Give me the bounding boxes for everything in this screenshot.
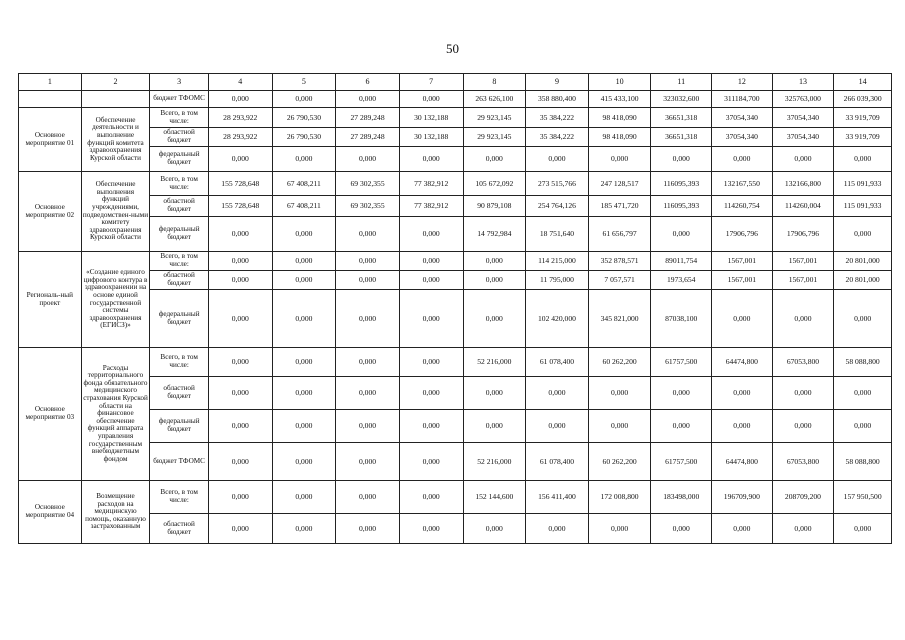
page-number: 50	[446, 41, 459, 56]
value-cell: 61757,500	[651, 443, 712, 481]
value-cell: 89011,754	[651, 252, 712, 271]
value-cell: 0,000	[526, 147, 589, 172]
budget-type-cell: Всего, в том числе:	[150, 252, 209, 271]
value-cell: 323032,600	[651, 91, 712, 108]
value-cell: 0,000	[336, 348, 400, 377]
value-cell: 358 880,400	[526, 91, 589, 108]
value-cell: 156 411,400	[526, 481, 589, 514]
value-cell: 67053,800	[772, 443, 834, 481]
value-cell: 61 078,400	[526, 348, 589, 377]
value-cell: 0,000	[651, 217, 712, 252]
event-name-cell	[19, 91, 82, 108]
value-cell: 0,000	[399, 91, 463, 108]
value-cell: 1567,001	[772, 271, 834, 290]
value-cell: 7 057,571	[588, 271, 651, 290]
value-cell: 33 919,709	[834, 128, 892, 147]
value-cell: 0,000	[651, 410, 712, 443]
budget-type-cell: федеральный бюджет	[150, 147, 209, 172]
value-cell: 0,000	[336, 290, 400, 348]
value-cell: 114260,754	[712, 196, 773, 217]
value-cell: 0,000	[208, 443, 272, 481]
value-cell: 11 795,000	[526, 271, 589, 290]
event-title-cell: Расходы территориального фонда обязательного медицинского страхования Курской области на финансовое обеспечение функций аппарата управления государственным внебюджетным фондом	[81, 348, 150, 481]
value-cell: 67 408,211	[272, 172, 336, 196]
value-cell: 0,000	[834, 147, 892, 172]
value-cell: 14 792,984	[463, 217, 526, 252]
value-cell: 1973,654	[651, 271, 712, 290]
value-cell: 352 878,571	[588, 252, 651, 271]
column-header: 1	[19, 74, 82, 91]
value-cell: 0,000	[463, 514, 526, 544]
column-header: 11	[651, 74, 712, 91]
value-cell: 64474,800	[712, 348, 773, 377]
value-cell: 0,000	[772, 290, 834, 348]
value-cell: 52 216,000	[463, 443, 526, 481]
value-cell: 0,000	[336, 514, 400, 544]
table-row	[19, 196, 892, 217]
value-cell: 0,000	[651, 377, 712, 410]
value-cell: 152 144,600	[463, 481, 526, 514]
value-cell: 0,000	[834, 514, 892, 544]
value-cell: 64474,800	[712, 443, 773, 481]
event-name-cell: Основное мероприятие 01	[19, 108, 82, 172]
value-cell: 0,000	[834, 217, 892, 252]
value-cell: 325763,000	[772, 91, 834, 108]
value-cell: 17906,796	[712, 217, 773, 252]
column-header: 2	[81, 74, 150, 91]
column-header: 3	[150, 74, 209, 91]
column-header: 5	[272, 74, 336, 91]
table-row	[19, 514, 892, 544]
value-cell: 1567,001	[712, 271, 773, 290]
value-cell: 37054,340	[712, 128, 773, 147]
value-cell: 58 088,800	[834, 443, 892, 481]
value-cell: 0,000	[712, 410, 773, 443]
column-header: 9	[526, 74, 589, 91]
value-cell: 77 382,912	[399, 172, 463, 196]
table-row	[19, 91, 892, 108]
value-cell: 0,000	[336, 252, 400, 271]
value-cell: 0,000	[208, 217, 272, 252]
value-cell: 0,000	[399, 443, 463, 481]
value-cell: 61 656,797	[588, 217, 651, 252]
value-cell: 0,000	[834, 377, 892, 410]
value-cell: 0,000	[272, 481, 336, 514]
value-cell: 0,000	[399, 290, 463, 348]
value-cell: 0,000	[272, 217, 336, 252]
table-row	[19, 481, 892, 514]
value-cell: 0,000	[272, 377, 336, 410]
table-row	[19, 217, 892, 252]
value-cell: 415 433,100	[588, 91, 651, 108]
value-cell: 0,000	[712, 514, 773, 544]
value-cell: 0,000	[651, 514, 712, 544]
value-cell: 98 418,090	[588, 128, 651, 147]
value-cell: 0,000	[588, 377, 651, 410]
budget-type-cell: федеральный бюджет	[150, 290, 209, 348]
column-header: 14	[834, 74, 892, 91]
value-cell: 0,000	[526, 377, 589, 410]
value-cell: 0,000	[834, 290, 892, 348]
value-cell: 0,000	[399, 271, 463, 290]
budget-table	[18, 73, 892, 544]
value-cell: 30 132,188	[399, 108, 463, 128]
budget-type-cell: федеральный бюджет	[150, 217, 209, 252]
value-cell: 35 384,222	[526, 128, 589, 147]
budget-type-cell: областной бюджет	[150, 128, 209, 147]
value-cell: 208709,200	[772, 481, 834, 514]
value-cell: 0,000	[588, 147, 651, 172]
column-header: 4	[208, 74, 272, 91]
event-title-cell: Возмещение расходов на медицинскую помощь, оказанную застрахованным	[81, 481, 150, 544]
value-cell: 0,000	[834, 410, 892, 443]
value-cell: 90 879,108	[463, 196, 526, 217]
value-cell: 0,000	[463, 410, 526, 443]
budget-type-cell: Всего, в том числе:	[150, 108, 209, 128]
value-cell: 116095,393	[651, 172, 712, 196]
value-cell: 0,000	[588, 514, 651, 544]
value-cell: 0,000	[208, 481, 272, 514]
value-cell: 0,000	[399, 514, 463, 544]
value-cell: 37054,340	[772, 128, 834, 147]
budget-type-cell: Всего, в том числе:	[150, 348, 209, 377]
value-cell: 52 216,000	[463, 348, 526, 377]
value-cell: 0,000	[463, 147, 526, 172]
table-row	[19, 252, 892, 271]
value-cell: 132167,550	[712, 172, 773, 196]
value-cell: 87038,100	[651, 290, 712, 348]
value-cell: 67053,800	[772, 348, 834, 377]
value-cell: 266 039,300	[834, 91, 892, 108]
event-title-cell: Обеспечение деятельности и выполнение функций комитета здравоохранения Курской области	[81, 108, 150, 172]
value-cell: 69 302,355	[336, 196, 400, 217]
value-cell: 0,000	[712, 290, 773, 348]
value-cell: 0,000	[772, 514, 834, 544]
value-cell: 1567,001	[712, 252, 773, 271]
value-cell: 37054,340	[712, 108, 773, 128]
budget-type-cell: Всего, в том числе:	[150, 172, 209, 196]
value-cell: 0,000	[208, 91, 272, 108]
table-row	[19, 147, 892, 172]
value-cell: 33 919,709	[834, 108, 892, 128]
event-name-cell: Основное мероприятие 02	[19, 172, 82, 252]
value-cell: 0,000	[588, 410, 651, 443]
value-cell: 0,000	[772, 147, 834, 172]
value-cell: 105 672,092	[463, 172, 526, 196]
value-cell: 172 008,800	[588, 481, 651, 514]
value-cell: 0,000	[399, 377, 463, 410]
value-cell: 0,000	[272, 410, 336, 443]
value-cell: 155 728,648	[208, 172, 272, 196]
value-cell: 0,000	[712, 377, 773, 410]
budget-type-cell: бюджет ТФОМС	[150, 91, 209, 108]
value-cell: 0,000	[208, 147, 272, 172]
value-cell: 0,000	[208, 348, 272, 377]
column-header: 8	[463, 74, 526, 91]
value-cell: 254 764,126	[526, 196, 589, 217]
table-row	[19, 128, 892, 147]
value-cell: 0,000	[272, 348, 336, 377]
value-cell: 263 626,100	[463, 91, 526, 108]
column-header: 6	[336, 74, 400, 91]
value-cell: 102 420,000	[526, 290, 589, 348]
value-cell: 17906,796	[772, 217, 834, 252]
budget-type-cell: областной бюджет	[150, 514, 209, 544]
value-cell: 116095,393	[651, 196, 712, 217]
value-cell: 58 088,800	[834, 348, 892, 377]
value-cell: 0,000	[336, 271, 400, 290]
value-cell: 0,000	[712, 147, 773, 172]
value-cell: 27 289,248	[336, 108, 400, 128]
table-row	[19, 172, 892, 196]
value-cell: 61 078,400	[526, 443, 589, 481]
value-cell: 20 801,000	[834, 271, 892, 290]
event-title-cell: Обеспечение выполнения функций учреждениями, подведомствен-ными комитету здравоохранения Курской области	[81, 172, 150, 252]
value-cell: 0,000	[399, 217, 463, 252]
value-cell: 0,000	[208, 514, 272, 544]
value-cell: 0,000	[272, 290, 336, 348]
value-cell: 0,000	[463, 252, 526, 271]
value-cell: 185 471,720	[588, 196, 651, 217]
value-cell: 0,000	[651, 147, 712, 172]
table-row	[19, 348, 892, 377]
value-cell: 0,000	[336, 91, 400, 108]
event-name-cell: Основное мероприятие 04	[19, 481, 82, 544]
value-cell: 98 418,090	[588, 108, 651, 128]
value-cell: 29 923,145	[463, 108, 526, 128]
table-row	[19, 377, 892, 410]
value-cell: 114 215,000	[526, 252, 589, 271]
value-cell: 0,000	[526, 514, 589, 544]
value-cell: 0,000	[463, 377, 526, 410]
value-cell: 0,000	[272, 91, 336, 108]
value-cell: 18 751,640	[526, 217, 589, 252]
value-cell: 183498,000	[651, 481, 712, 514]
value-cell: 0,000	[336, 377, 400, 410]
value-cell: 60 262,200	[588, 443, 651, 481]
column-header: 7	[399, 74, 463, 91]
value-cell: 26 790,530	[272, 108, 336, 128]
value-cell: 132166,800	[772, 172, 834, 196]
budget-type-cell: областной бюджет	[150, 271, 209, 290]
value-cell: 0,000	[336, 147, 400, 172]
value-cell: 0,000	[272, 271, 336, 290]
event-name-cell: Региональ-ный проект	[19, 252, 82, 348]
value-cell: 61757,500	[651, 348, 712, 377]
value-cell: 28 293,922	[208, 128, 272, 147]
value-cell: 0,000	[336, 217, 400, 252]
budget-type-cell: областной бюджет	[150, 196, 209, 217]
value-cell: 345 821,000	[588, 290, 651, 348]
value-cell: 0,000	[463, 271, 526, 290]
value-cell: 0,000	[272, 252, 336, 271]
value-cell: 115 091,933	[834, 172, 892, 196]
budget-type-cell: федеральный бюджет	[150, 410, 209, 443]
budget-type-cell: Всего, в том числе:	[150, 481, 209, 514]
column-header: 12	[712, 74, 773, 91]
table-row	[19, 410, 892, 443]
column-header: 10	[588, 74, 651, 91]
value-cell: 0,000	[399, 252, 463, 271]
value-cell: 0,000	[336, 443, 400, 481]
value-cell: 0,000	[399, 147, 463, 172]
value-cell: 0,000	[399, 410, 463, 443]
value-cell: 0,000	[208, 271, 272, 290]
value-cell: 35 384,222	[526, 108, 589, 128]
value-cell: 0,000	[463, 290, 526, 348]
value-cell: 196709,900	[712, 481, 773, 514]
table-row	[19, 443, 892, 481]
budget-type-cell: областной бюджет	[150, 377, 209, 410]
value-cell: 0,000	[208, 252, 272, 271]
value-cell: 0,000	[399, 481, 463, 514]
table-row	[19, 271, 892, 290]
value-cell: 0,000	[272, 443, 336, 481]
value-cell: 0,000	[208, 410, 272, 443]
value-cell: 77 382,912	[399, 196, 463, 217]
value-cell: 29 923,145	[463, 128, 526, 147]
value-cell: 247 128,517	[588, 172, 651, 196]
table-row	[19, 108, 892, 128]
event-title-cell: «Создание единого цифрового контура в здравоохранении на основе единой государственной системы здравоохранения (ЕГИСЗ)»	[81, 252, 150, 348]
value-cell: 0,000	[526, 410, 589, 443]
value-cell: 0,000	[336, 410, 400, 443]
value-cell: 20 801,000	[834, 252, 892, 271]
value-cell: 60 262,200	[588, 348, 651, 377]
event-name-cell: Основное мероприятие 03	[19, 348, 82, 481]
value-cell: 30 132,188	[399, 128, 463, 147]
value-cell: 0,000	[272, 514, 336, 544]
value-cell: 1567,001	[772, 252, 834, 271]
value-cell: 0,000	[772, 377, 834, 410]
budget-type-cell: бюджет ТФОМС	[150, 443, 209, 481]
value-cell: 28 293,922	[208, 108, 272, 128]
value-cell: 0,000	[272, 147, 336, 172]
value-cell: 0,000	[336, 481, 400, 514]
column-header: 13	[772, 74, 834, 91]
value-cell: 36651,318	[651, 108, 712, 128]
value-cell: 0,000	[208, 377, 272, 410]
event-title-cell	[81, 91, 150, 108]
value-cell: 115 091,933	[834, 196, 892, 217]
value-cell: 26 790,530	[272, 128, 336, 147]
value-cell: 0,000	[208, 290, 272, 348]
value-cell: 311184,700	[712, 91, 773, 108]
value-cell: 0,000	[772, 410, 834, 443]
table-row	[19, 290, 892, 348]
value-cell: 114260,004	[772, 196, 834, 217]
value-cell: 36651,318	[651, 128, 712, 147]
value-cell: 69 302,355	[336, 172, 400, 196]
value-cell: 37054,340	[772, 108, 834, 128]
value-cell: 27 289,248	[336, 128, 400, 147]
value-cell: 0,000	[399, 348, 463, 377]
value-cell: 157 950,500	[834, 481, 892, 514]
value-cell: 67 408,211	[272, 196, 336, 217]
value-cell: 273 515,766	[526, 172, 589, 196]
header-row	[19, 74, 892, 91]
value-cell: 155 728,648	[208, 196, 272, 217]
